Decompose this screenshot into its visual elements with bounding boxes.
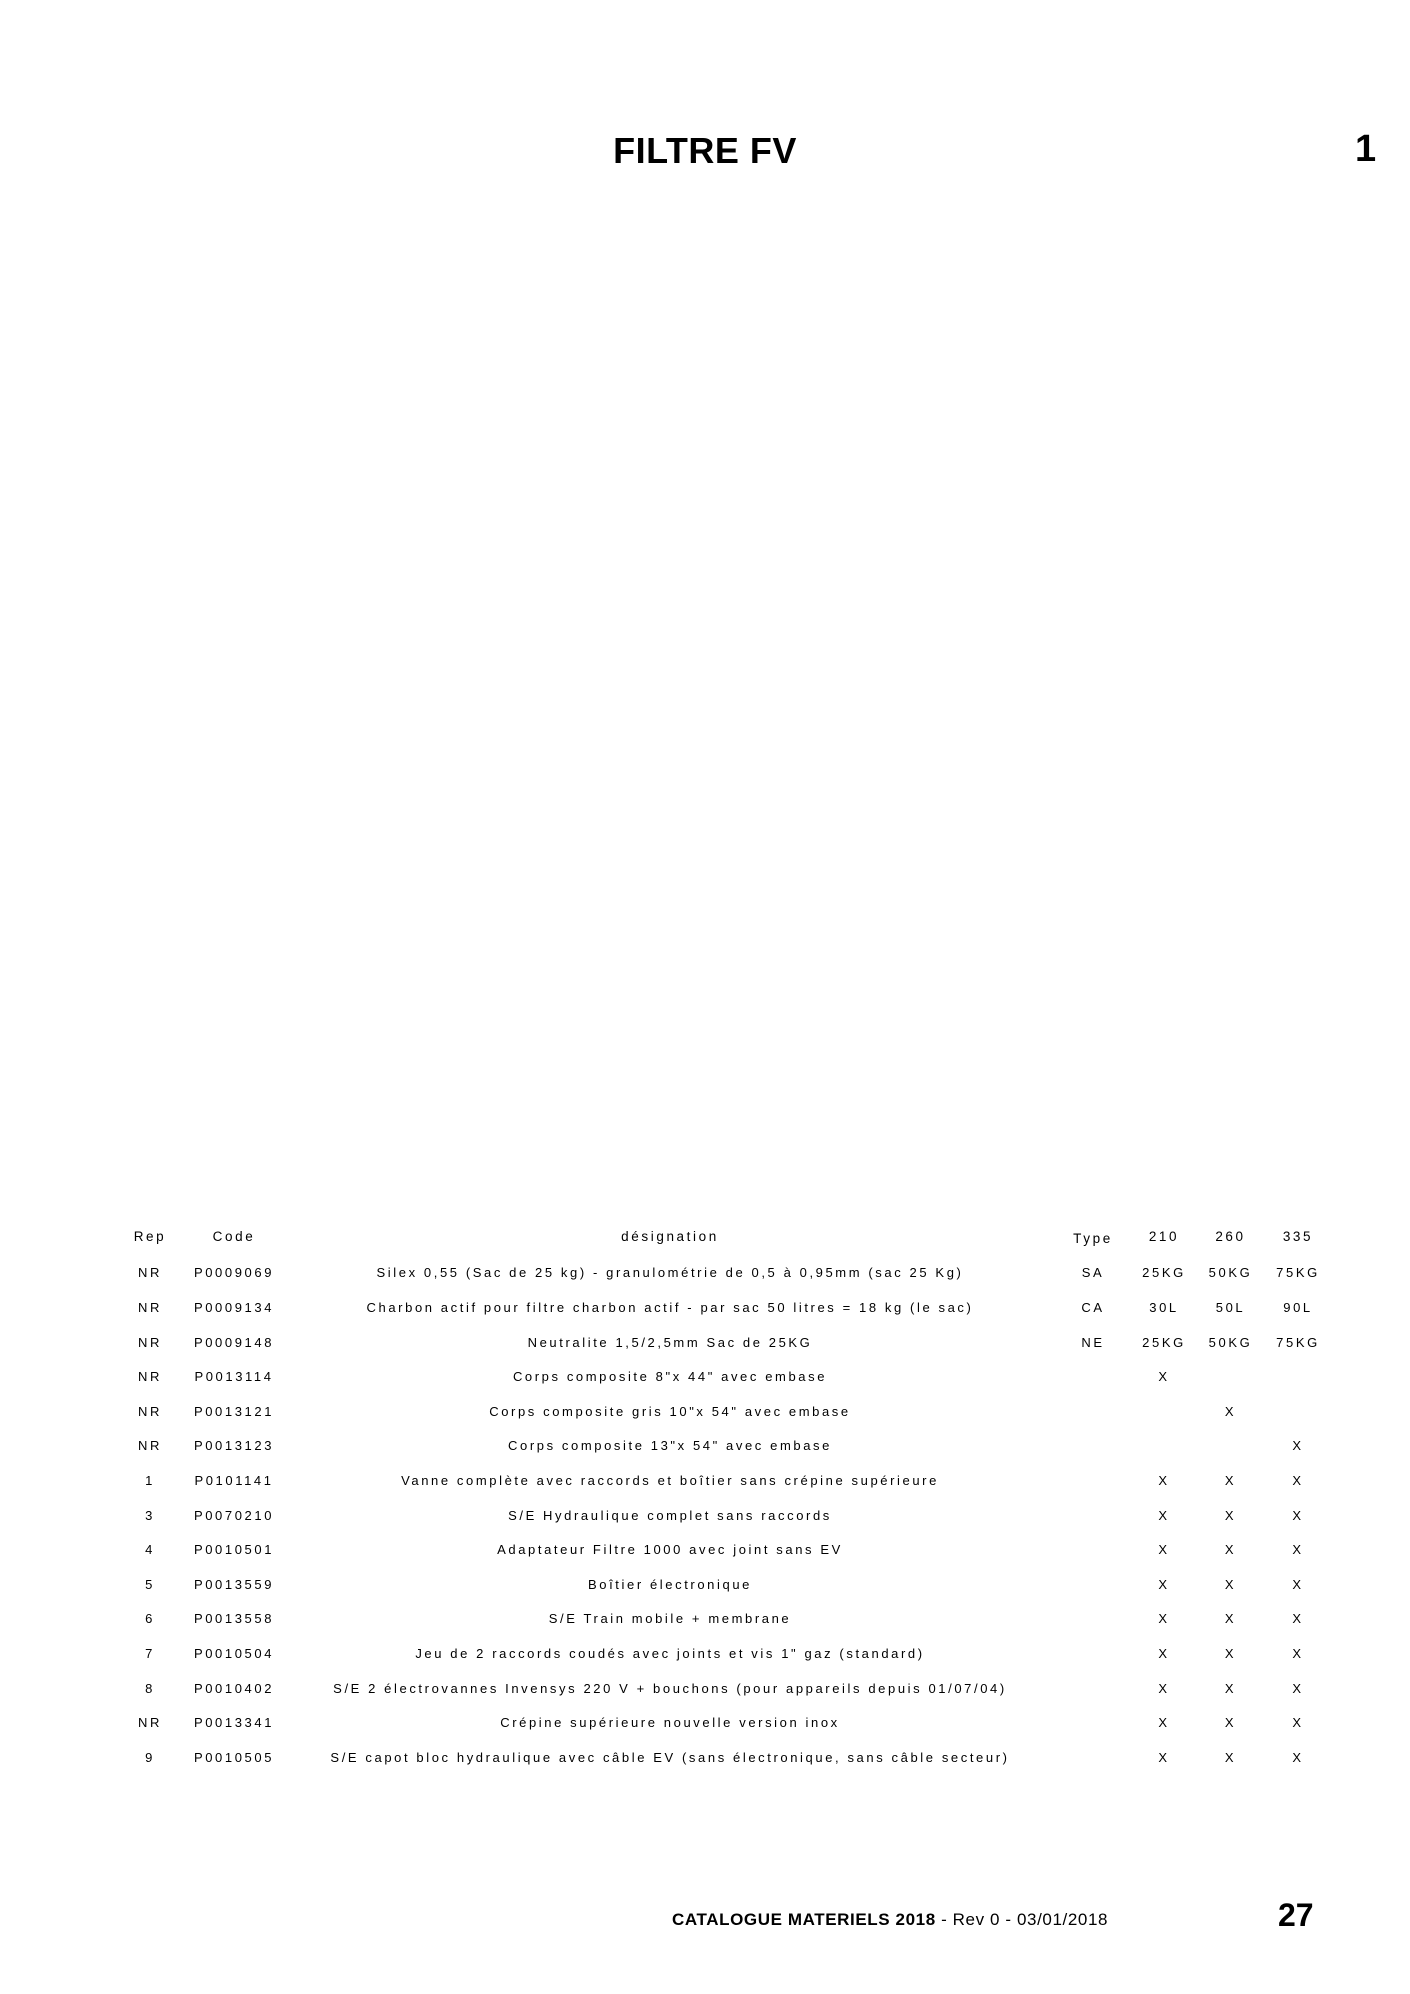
cell-210: X: [1158, 1611, 1170, 1627]
cell-210: X: [1158, 1542, 1170, 1558]
cell-code: P0013123: [193, 1438, 275, 1454]
table-row: [120, 1602, 1329, 1637]
cell-type: [1052, 1671, 1134, 1706]
cell-335: X: [1292, 1715, 1304, 1731]
cell-designation: Silex 0,55 (Sac de 25 kg) - granulométrie de 0,5 à 0,95mm (sac 25 Kg): [376, 1265, 964, 1281]
cell-type: [1052, 1705, 1134, 1740]
cell-rep: NR: [138, 1715, 162, 1731]
cell-260: X: [1224, 1749, 1237, 1765]
cell-rep: NR: [138, 1299, 162, 1315]
cell-type: [1052, 1429, 1134, 1464]
cell-335: X: [1292, 1438, 1304, 1454]
cell-designation: Charbon actif pour filtre charbon actif - par sac 50 litres = 18 kg (le sac): [366, 1299, 974, 1315]
cell-rep: 4: [145, 1542, 155, 1558]
cell-335: X: [1292, 1542, 1304, 1558]
cell-rep: 5: [145, 1576, 155, 1592]
table-row: [120, 1394, 1329, 1429]
cell-rep: NR: [138, 1369, 162, 1385]
cell-type: [1052, 1740, 1134, 1775]
cell-335: 90L: [1283, 1299, 1313, 1315]
cell-210: X: [1158, 1715, 1170, 1731]
section-index: 1: [1355, 128, 1377, 170]
cell-code: P0013558: [193, 1611, 275, 1627]
cell-260: X: [1224, 1645, 1237, 1661]
cell-code: P0013121: [193, 1403, 275, 1419]
cell-260: X: [1224, 1507, 1237, 1523]
cell-210: X: [1158, 1507, 1170, 1523]
cell-rep: 1: [145, 1472, 155, 1488]
cell-type: [1052, 1602, 1134, 1637]
col-header-260: 260: [1215, 1228, 1246, 1244]
cell-code: P0010501: [193, 1542, 275, 1558]
cell-code: P0010505: [193, 1749, 275, 1765]
cell-designation: Neutralite 1,5/2,5mm Sac de 25KG: [527, 1334, 813, 1350]
cell-260: X: [1224, 1611, 1237, 1627]
cell-designation: Jeu de 2 raccords coudés avec joints et vis 1" gaz (standard): [415, 1645, 925, 1661]
cell-335: X: [1292, 1472, 1304, 1488]
cell-designation: Corps composite gris 10"x 54" avec embase: [489, 1403, 851, 1419]
cell-335: 75KG: [1276, 1334, 1320, 1350]
cell-designation: S/E capot bloc hydraulique avec câble EV (sans électronique, sans câble secteur): [330, 1749, 1010, 1765]
table-row: [120, 1429, 1329, 1464]
cell-210: X: [1158, 1749, 1170, 1765]
cell-type: [1052, 1359, 1134, 1394]
cell-code: P0009069: [193, 1265, 275, 1281]
cell-designation: Crépine supérieure nouvelle version inox: [500, 1715, 840, 1731]
cell-260: 50L: [1215, 1299, 1246, 1315]
cell-210: X: [1158, 1680, 1170, 1696]
cell-code: P0013341: [193, 1715, 275, 1731]
table-row: [120, 1532, 1329, 1567]
cell-335: X: [1292, 1645, 1304, 1661]
cell-designation: S/E Hydraulique complet sans raccords: [508, 1507, 832, 1523]
table-row: [120, 1359, 1329, 1394]
col-header-rep: Rep: [133, 1228, 167, 1244]
cell-335: [1267, 1359, 1329, 1394]
cell-designation: Vanne complète avec raccords et boîtier sans crépine supérieure: [401, 1472, 939, 1488]
cell-260: [1194, 1359, 1267, 1394]
col-header-335: 335: [1282, 1228, 1314, 1244]
table-row: [120, 1325, 1329, 1360]
table-row: [120, 1705, 1329, 1740]
cell-code: P0009134: [193, 1299, 275, 1315]
cell-code: P0009148: [193, 1334, 275, 1350]
cell-335: X: [1292, 1680, 1304, 1696]
cell-rep: NR: [138, 1265, 162, 1281]
col-header-designation: désignation: [621, 1228, 719, 1244]
table-body: [120, 1256, 1329, 1775]
cell-rep: NR: [138, 1403, 162, 1419]
cell-type: SA: [1081, 1265, 1105, 1281]
page-number: 27: [1278, 1897, 1314, 1933]
cell-260: X: [1224, 1576, 1237, 1592]
cell-designation: Corps composite 8"x 44" avec embase: [512, 1369, 828, 1385]
cell-rep: 3: [145, 1507, 155, 1523]
table-row: [120, 1463, 1329, 1498]
cell-type: [1052, 1463, 1134, 1498]
cell-type: [1052, 1498, 1134, 1533]
cell-210: [1134, 1394, 1194, 1429]
table-row: [120, 1290, 1329, 1325]
table-row: [120, 1740, 1329, 1775]
cell-210: X: [1158, 1369, 1170, 1385]
cell-code: P0101141: [194, 1472, 274, 1488]
cell-210: X: [1158, 1645, 1170, 1661]
cell-260: 50KG: [1208, 1334, 1253, 1350]
cell-designation: Corps composite 13"x 54" avec embase: [508, 1438, 832, 1454]
cell-335: X: [1292, 1576, 1304, 1592]
cell-260: X: [1224, 1680, 1237, 1696]
cell-designation: Adaptateur Filtre 1000 avec joint sans EV: [497, 1542, 843, 1558]
table-header-row: [120, 1217, 1329, 1256]
cell-type: [1052, 1394, 1134, 1429]
col-header-type: Type: [1073, 1230, 1113, 1246]
cell-type: [1052, 1567, 1134, 1602]
cell-rep: 6: [145, 1611, 155, 1627]
cell-designation: S/E 2 électrovannes Invensys 220 V + bouchons (pour appareils depuis 01/07/04): [333, 1680, 1007, 1696]
cell-210: X: [1158, 1576, 1170, 1592]
cell-type: CA: [1081, 1299, 1105, 1315]
cell-210: 30L: [1149, 1299, 1179, 1315]
col-header-code: Code: [212, 1228, 256, 1244]
footer-catalogue: CATALOGUE MATERIELS 2018: [672, 1910, 936, 1929]
page-title: FILTRE FV: [613, 130, 797, 171]
cell-210: 25KG: [1142, 1334, 1186, 1350]
cell-rep: 7: [145, 1645, 155, 1661]
cell-code: P0070210: [193, 1507, 275, 1523]
footer-revision: - Rev 0 - 03/01/2018: [935, 1910, 1109, 1929]
cell-335: X: [1292, 1507, 1304, 1523]
cell-designation: S/E Train mobile + membrane: [548, 1611, 792, 1627]
cell-335: [1267, 1394, 1329, 1429]
cell-code: P0013559: [193, 1576, 275, 1592]
col-header-210: 210: [1148, 1228, 1180, 1244]
cell-code: P0013114: [194, 1369, 274, 1385]
cell-260: [1194, 1429, 1267, 1464]
cell-335: X: [1292, 1749, 1304, 1765]
cell-designation: Boîtier électronique: [587, 1576, 752, 1592]
cell-rep: 8: [145, 1680, 155, 1696]
cell-335: X: [1292, 1611, 1304, 1627]
cell-code: P0010504: [193, 1645, 275, 1661]
cell-210: X: [1158, 1472, 1170, 1488]
cell-335: 75KG: [1276, 1265, 1320, 1281]
table-row: [120, 1498, 1329, 1533]
cell-260: 50KG: [1208, 1265, 1253, 1281]
cell-260: X: [1224, 1542, 1237, 1558]
table-row: [120, 1671, 1329, 1706]
cell-rep: NR: [138, 1438, 162, 1454]
cell-260: X: [1224, 1403, 1237, 1419]
footer-catalogue-line: [672, 1910, 1108, 1930]
table-row: [120, 1567, 1329, 1602]
table-row: [120, 1636, 1329, 1671]
table-row: [120, 1256, 1329, 1291]
parts-table: [120, 1217, 1329, 1775]
cell-code: P0010402: [193, 1680, 275, 1696]
cell-210: 25KG: [1142, 1265, 1186, 1281]
cell-rep: NR: [138, 1334, 162, 1350]
cell-210: [1134, 1429, 1194, 1464]
cell-type: NE: [1081, 1334, 1105, 1350]
cell-rep: 9: [145, 1749, 155, 1765]
cell-type: [1052, 1636, 1134, 1671]
cell-260: X: [1224, 1472, 1237, 1488]
cell-260: X: [1224, 1715, 1237, 1731]
cell-type: [1052, 1532, 1134, 1567]
